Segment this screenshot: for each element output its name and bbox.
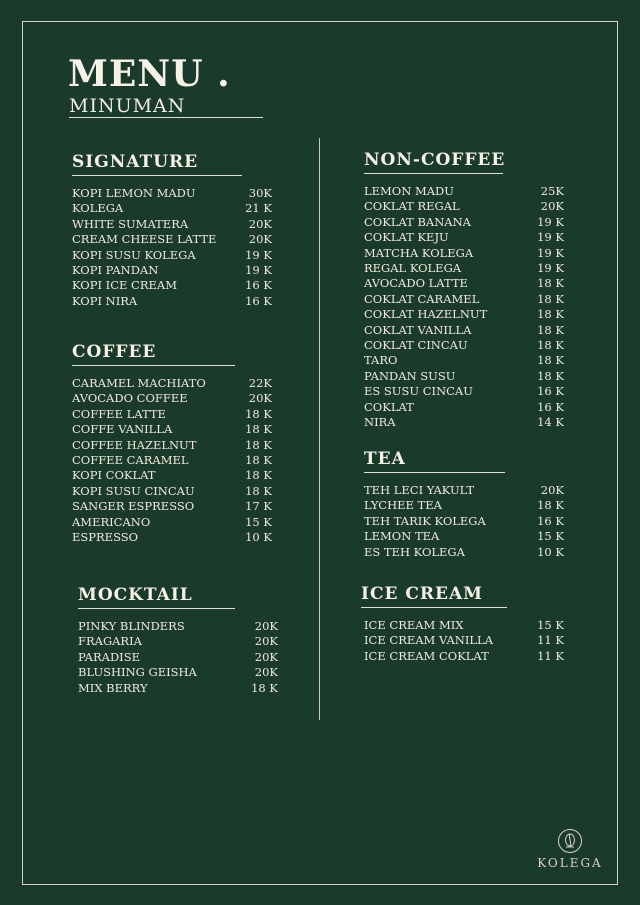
menu-item-name: CREAM CHEESE LATTE <box>72 232 217 247</box>
section-signature <box>72 152 272 309</box>
section-title: MOCKTAIL <box>78 585 193 605</box>
item-list <box>361 618 564 664</box>
menu-item-price: 18 K <box>251 680 278 695</box>
menu-item-price: 18 K <box>537 353 564 368</box>
menu-item-price: 20K <box>248 232 272 247</box>
menu-item <box>364 261 564 276</box>
menu-item-price: 20K <box>254 665 278 680</box>
menu-item <box>364 184 564 199</box>
menu-item-price: 20K <box>248 391 272 406</box>
menu-item-name: BLUSHING GEISHA <box>78 665 197 680</box>
page-title: MENU . <box>68 53 231 95</box>
section-underline <box>78 608 235 609</box>
menu-item-name: KOPI PANDAN <box>72 263 159 278</box>
menu-item-price: 18 K <box>245 483 272 498</box>
menu-item <box>72 453 272 468</box>
menu-item <box>364 649 564 664</box>
menu-item <box>364 384 564 399</box>
menu-item-name: COFFE VANILLA <box>72 422 173 437</box>
menu-item-name: KOPI ICE CREAM <box>72 278 177 293</box>
menu-item <box>72 294 272 309</box>
menu-item-name: CARAMEL MACHIATO <box>72 376 206 390</box>
menu-item-name: PARADISE <box>78 649 140 664</box>
menu-item <box>364 338 564 353</box>
menu-item-price: 18 K <box>537 338 564 353</box>
section-title: TEA <box>364 449 406 469</box>
menu-item-name: KOPI SUSU KOLEGA <box>72 247 196 262</box>
menu-item <box>72 263 272 278</box>
menu-item <box>364 483 564 498</box>
menu-item <box>364 514 564 529</box>
section-ice-cream <box>361 584 564 664</box>
menu-item <box>78 619 278 634</box>
page-subtitle: MINUMAN <box>69 95 186 117</box>
menu-item-price: 18 K <box>537 307 564 322</box>
menu-item <box>72 278 272 293</box>
menu-item <box>364 498 564 513</box>
menu-item-price: 16 K <box>537 399 564 414</box>
menu-item <box>72 515 272 530</box>
menu-item-price: 25K <box>540 184 564 198</box>
menu-item-name: COFFEE LATTE <box>72 406 166 421</box>
menu-item-name: COKLAT VANILLA <box>364 322 472 337</box>
menu-item <box>364 545 564 560</box>
menu-item-price: 18 K <box>245 437 272 452</box>
menu-item-name: LEMON MADU <box>364 184 454 198</box>
menu-item <box>364 618 564 633</box>
section-mocktail <box>78 585 278 696</box>
item-list <box>78 619 278 696</box>
menu-item <box>364 199 564 214</box>
menu-item-price: 10 K <box>537 544 564 559</box>
item-list <box>72 186 272 309</box>
menu-item <box>72 376 272 391</box>
menu-item-price: 16 K <box>245 293 272 308</box>
menu-item-name: PANDAN SUSU <box>364 368 456 383</box>
menu-item-name: LYCHEE TEA <box>364 498 442 513</box>
menu-item <box>364 246 564 261</box>
menu-item-price: 15 K <box>537 529 564 544</box>
section-coffee <box>72 342 272 545</box>
menu-item-name: KOPI NIRA <box>72 293 138 308</box>
menu-item-price: 16 K <box>537 513 564 528</box>
menu-item-name: SANGER ESPRESSO <box>72 499 195 514</box>
section-underline <box>72 175 242 176</box>
menu-item-name: PINKY BLINDERS <box>78 619 185 633</box>
menu-item <box>72 407 272 422</box>
section-non-coffee <box>364 150 564 431</box>
menu-item-name: AMERICANO <box>72 514 151 529</box>
menu-item-name: MIX BERRY <box>78 680 148 695</box>
section-title: COFFEE <box>72 342 157 362</box>
menu-item-price: 19 K <box>245 263 272 278</box>
menu-item-name: ICE CREAM VANILLA <box>364 633 493 648</box>
menu-item-price: 22K <box>248 376 272 390</box>
menu-item <box>364 215 564 230</box>
menu-item-name: KOPI SUSU CINCAU <box>72 483 195 498</box>
menu-item <box>364 307 564 322</box>
menu-item-price: 18 K <box>245 468 272 483</box>
menu-item-price: 20K <box>540 483 564 497</box>
menu-item-price: 18 K <box>537 498 564 513</box>
menu-item-name: COKLAT BANANA <box>364 214 471 229</box>
menu-item-price: 19 K <box>537 245 564 260</box>
menu-item-price: 20K <box>540 199 564 214</box>
menu-item-price: 16 K <box>537 384 564 399</box>
menu-item-price: 11 K <box>537 633 564 648</box>
menu-item-name: COFFEE CARAMEL <box>72 453 189 468</box>
menu-item <box>72 530 272 545</box>
menu-item-price: 10 K <box>245 530 272 545</box>
menu-item-price: 20K <box>254 634 278 649</box>
menu-item <box>364 292 564 307</box>
item-list <box>72 376 272 545</box>
section-underline <box>364 472 505 473</box>
menu-item-price: 18 K <box>537 368 564 383</box>
menu-item-name: ES SUSU CINCAU <box>364 384 473 399</box>
menu-item-price: 20K <box>254 649 278 664</box>
menu-item <box>72 186 272 201</box>
menu-item-price: 18 K <box>245 453 272 468</box>
menu-item-price: 19 K <box>245 247 272 262</box>
menu-item-name: COKLAT KEJU <box>364 230 449 245</box>
menu-item-name: MATCHA KOLEGA <box>364 245 474 260</box>
section-title: SIGNATURE <box>72 152 199 172</box>
menu-item-name: ICE CREAM COKLAT <box>364 648 489 663</box>
menu-item <box>78 681 278 696</box>
menu-item-price: 11 K <box>537 648 564 663</box>
menu-item <box>364 230 564 245</box>
menu-item-name: ICE CREAM MIX <box>364 618 464 632</box>
brand-name: KOLEGA <box>537 856 603 870</box>
menu-item <box>72 217 272 232</box>
menu-item-name: COKLAT HAZELNUT <box>364 307 488 322</box>
menu-item-price: 14 K <box>537 415 564 430</box>
menu-item-price: 15 K <box>537 618 564 632</box>
menu-item-name: COFFEE HAZELNUT <box>72 437 197 452</box>
menu-item <box>72 201 272 216</box>
menu-item-name: ESPRESSO <box>72 530 139 545</box>
menu-item-name: KOPI LEMON MADU <box>72 186 196 200</box>
menu-item <box>364 633 564 648</box>
item-list <box>364 483 564 560</box>
menu-item-name: LEMON TEA <box>364 529 440 544</box>
menu-item <box>72 484 272 499</box>
menu-item-price: 20K <box>254 619 278 633</box>
section-tea <box>364 449 564 560</box>
menu-item <box>364 369 564 384</box>
menu-item-price: 17 K <box>245 499 272 514</box>
menu-item-name: REGAL KOLEGA <box>364 261 462 276</box>
menu-item <box>364 353 564 368</box>
brand-logo <box>534 828 606 870</box>
menu-item-price: 18 K <box>537 291 564 306</box>
menu-item-name: COKLAT CARAMEL <box>364 291 480 306</box>
menu-item-name: KOLEGA <box>72 201 124 216</box>
menu-item-price: 18 K <box>537 276 564 291</box>
menu-item-name: AVOCADO LATTE <box>364 276 468 291</box>
menu-item <box>72 468 272 483</box>
section-underline <box>361 607 507 608</box>
menu-item-name: TARO <box>364 353 398 368</box>
item-list <box>364 184 564 431</box>
menu-item <box>78 634 278 649</box>
menu-item-name: TEH LECI YAKULT <box>364 483 475 497</box>
section-underline <box>72 365 235 366</box>
menu-item <box>364 323 564 338</box>
menu-item-price: 18 K <box>245 406 272 421</box>
menu-item <box>72 422 272 437</box>
menu-item-price: 19 K <box>537 214 564 229</box>
menu-item-name: COKLAT REGAL <box>364 199 460 214</box>
menu-item-price: 16 K <box>245 278 272 293</box>
menu-item-name: AVOCADO COFFEE <box>72 391 188 406</box>
menu-item-name: TEH TARIK KOLEGA <box>364 513 486 528</box>
section-title: NON-COFFEE <box>364 150 506 170</box>
menu-item-price: 30K <box>248 186 272 200</box>
menu-item <box>364 415 564 430</box>
menu-item-name: ES TEH KOLEGA <box>364 544 465 559</box>
coffee-bean-logo-icon <box>557 828 583 854</box>
menu-item <box>78 650 278 665</box>
menu-item-name: NIRA <box>364 415 396 430</box>
menu-item <box>364 400 564 415</box>
menu-item-price: 18 K <box>245 422 272 437</box>
menu-item <box>72 248 272 263</box>
menu-item <box>72 499 272 514</box>
menu-item <box>72 232 272 247</box>
menu-item-name: COKLAT CINCAU <box>364 338 468 353</box>
menu-item-price: 20K <box>248 216 272 231</box>
menu-item-price: 21 K <box>245 201 272 216</box>
menu-item <box>364 276 564 291</box>
section-title: ICE CREAM <box>361 584 483 604</box>
menu-item <box>78 665 278 680</box>
menu-item-price: 19 K <box>537 230 564 245</box>
section-underline <box>364 173 503 174</box>
menu-item <box>72 438 272 453</box>
subtitle-underline <box>69 117 263 118</box>
menu-item-name: WHITE SUMATERA <box>72 216 189 231</box>
menu-item-price: 18 K <box>537 322 564 337</box>
column-divider <box>319 138 320 720</box>
menu-item-name: KOPI COKLAT <box>72 468 156 483</box>
menu-item-name: FRAGARIA <box>78 634 142 649</box>
menu-item-name: COKLAT <box>364 399 414 414</box>
menu-item <box>72 391 272 406</box>
menu-item <box>364 529 564 544</box>
menu-item-price: 15 K <box>245 514 272 529</box>
menu-item-price: 19 K <box>537 261 564 276</box>
